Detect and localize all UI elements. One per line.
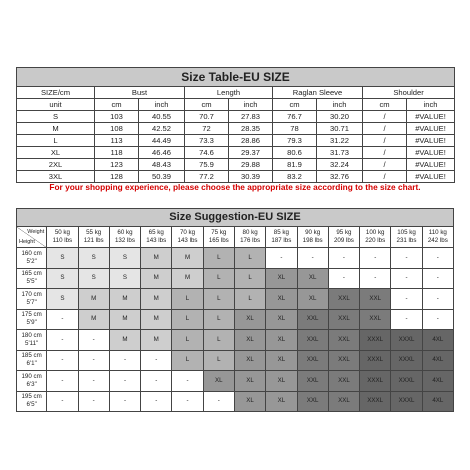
measurement-cell: 103 [95,111,139,123]
measurement-cell: #VALUE! [407,171,455,183]
measurement-cell: 29.88 [229,159,273,171]
bust-header: Bust [95,87,185,99]
size-suggestion-cell: M [78,309,109,330]
size-suggestion-cell: - [78,350,109,371]
size-suggestion-cell: XXXL [360,391,391,412]
shoulder-header: Shoulder [363,87,455,99]
weight-kg-label: 105 kg [397,229,416,236]
size-label-cell: 2XL [17,159,95,171]
measurement-cell: 73.3 [185,135,229,147]
measurement-cell: 44.49 [139,135,185,147]
size-suggestion-cell: XXL [328,289,359,310]
weight-lbs-label: 176 lbs [240,237,261,244]
size-suggestion-cell: XL [266,268,297,289]
size-suggestion-cell: - [109,391,140,412]
weight-header-cell [141,227,172,248]
measurement-cell: #VALUE! [407,135,455,147]
size-suggestion-cell: L [203,268,234,289]
weight-kg-label: 110 kg [428,229,447,236]
size-suggestion-cell: XXXL [360,350,391,371]
measurement-cell: 128 [95,171,139,183]
size-suggestion-cell: L [172,330,203,351]
weight-header-cell [297,227,328,248]
size-suggestion-cell: XL [203,371,234,392]
measurement-cell: 30.39 [229,171,273,183]
height-cm-label: 175 cm [21,311,42,319]
size-suggestion-cell: - [47,391,78,412]
size-suggestion-cell: - [391,289,422,310]
height-ft-label: 5'5" [26,278,37,286]
size-suggestion-cell: L [234,248,265,269]
measurement-cell: 30.71 [317,123,363,135]
measurement-cell: 83.2 [273,171,317,183]
weight-header-cell [172,227,203,248]
size-table-title: Size Table-EU SIZE [17,68,455,87]
size-suggestion-cell: XXL [328,371,359,392]
weight-lbs-label: 187 lbs [271,237,292,244]
size-suggestion-cell: L [203,330,234,351]
height-header-cell [17,330,47,351]
measurement-cell: 113 [95,135,139,147]
size-suggestion-cell: - [78,391,109,412]
size-label-cell: L [17,135,95,147]
measurement-cell: 74.6 [185,147,229,159]
weight-lbs-label: 242 lbs [427,237,448,244]
unit-header-cell: cm [185,99,229,111]
size-suggestion-cell: - [78,371,109,392]
height-ft-label: 6'3" [26,380,37,388]
size-suggestion-cell: XXXL [391,371,422,392]
size-suggestion-cell: XXL [297,309,328,330]
size-suggestion-cell: S [109,268,140,289]
size-suggestion-cell: - [47,309,78,330]
size-suggestion-cell: - [266,248,297,269]
measurement-cell: / [363,159,407,171]
height-ft-label: 6'1" [26,360,37,368]
size-suggestion-cell: XL [234,391,265,412]
weight-lbs-label: 143 lbs [146,237,167,244]
size-suggestion-cell: 4XL [422,391,453,412]
size-suggestion-cell: M [141,330,172,351]
size-suggestion-cell: - [360,268,391,289]
weight-lbs-label: 231 lbs [396,237,417,244]
measurement-cell: 79.3 [273,135,317,147]
unit-header-cell: cm [363,99,407,111]
weight-lbs-label: 209 lbs [333,237,354,244]
size-label-cell: XL [17,147,95,159]
unit-header-cell: inch [317,99,363,111]
measurement-cell: 70.7 [185,111,229,123]
unit-header-cell: inch [139,99,185,111]
weight-kg-label: 70 kg [179,229,196,236]
measurement-cell: #VALUE! [407,123,455,135]
size-suggestion-cell: XL [266,391,297,412]
size-suggestion-cell: 4XL [422,350,453,371]
size-suggestion-cell: - [328,248,359,269]
size-suggestion-cell: S [47,289,78,310]
size-suggestion-cell: - [391,268,422,289]
weight-header-cell [391,227,422,248]
size-suggestion-cell: XXXL [391,350,422,371]
size-suggestion-cell: XXL [297,330,328,351]
height-cm-label: 165 cm [21,270,42,278]
size-suggestion-cell: M [109,289,140,310]
size-suggestion-cell: L [203,350,234,371]
size-suggestion-cell: - [141,371,172,392]
weight-header-cell [234,227,265,248]
table-row [17,268,454,289]
weight-lbs-label: 165 lbs [208,237,229,244]
size-suggestion-cell: XXXL [391,330,422,351]
size-suggestion-cell: XL [234,309,265,330]
height-cm-label: 190 cm [21,372,42,380]
size-suggestion-cell: - [78,330,109,351]
size-suggestion-cell: - [47,330,78,351]
size-suggestion-cell: XXXL [360,371,391,392]
measurement-cell: / [363,111,407,123]
length-header: Length [185,87,273,99]
size-suggestion-cell: - [109,371,140,392]
size-suggestion-table [16,208,454,412]
table-row [17,248,454,269]
size-suggestion-cell: XL [297,289,328,310]
size-suggestion-cell: S [78,248,109,269]
size-suggestion-cell: XXL [360,289,391,310]
weight-header-cell [78,227,109,248]
table-row [17,371,454,392]
measurement-cell: 40.55 [139,111,185,123]
size-suggestion-cell: L [234,268,265,289]
table-row [17,289,454,310]
height-ft-label: 6'5" [26,401,37,409]
unit-header-cell: cm [273,99,317,111]
weight-lbs-label: 121 lbs [83,237,104,244]
measurement-cell: 30.20 [317,111,363,123]
measurement-cell: #VALUE! [407,147,455,159]
size-suggestion-cell: L [203,309,234,330]
measurement-cell: 78 [273,123,317,135]
measurement-cell: 32.76 [317,171,363,183]
height-header-cell [17,289,47,310]
size-suggestion-cell: M [172,268,203,289]
measurement-cell: / [363,171,407,183]
size-suggestion-cell: XXL [328,330,359,351]
size-suggestion-cell: - [47,371,78,392]
size-suggestion-cell: XXL [297,391,328,412]
table-row [17,135,455,147]
size-suggestion-cell: S [109,248,140,269]
size-suggestion-cell: 4XL [422,330,453,351]
size-suggestion-cell: M [78,289,109,310]
table-row [17,391,454,412]
table-row [17,111,455,123]
unit-header-cell: cm [95,99,139,111]
size-suggestion-cell: M [141,268,172,289]
size-suggestion-cell: L [172,309,203,330]
size-suggestion-cell: XL [234,350,265,371]
size-suggestion-cell: M [141,248,172,269]
size-suggestion-cell: XL [297,268,328,289]
height-cm-label: 195 cm [21,393,42,401]
size-suggestion-cell: - [203,391,234,412]
size-suggestion-cell: - [422,248,453,269]
weight-header-cell [360,227,391,248]
height-header-cell [17,350,47,371]
measurement-cell: 80.6 [273,147,317,159]
table-row [17,171,455,183]
table-row [17,123,455,135]
size-advice-note: For your shopping experience, please choose the appropriate size according to the size chart. [49,182,421,192]
size-suggestion-cell: - [391,248,422,269]
weight-kg-label: 60 kg [117,229,133,236]
corner-height-label: Height [19,239,35,245]
size-suggestion-cell: - [47,350,78,371]
measurement-cell: 123 [95,159,139,171]
size-suggestion-cell: XL [266,330,297,351]
table-row [17,309,454,330]
size-suggestion-cell: L [203,248,234,269]
unit-header-cell: unit [17,99,95,111]
size-suggestion-cell: L [234,289,265,310]
size-label-cell: M [17,123,95,135]
size-label-cell: 3XL [17,171,95,183]
weight-kg-label: 95 kg [336,229,352,236]
height-header-cell [17,248,47,269]
size-suggestion-cell: - [422,268,453,289]
weight-kg-label: 100 kg [365,229,385,236]
measurement-cell: 31.73 [317,147,363,159]
suggestion-table-title: Size Suggestion-EU SIZE [17,209,454,227]
weight-kg-label: 85 kg [273,229,289,236]
size-suggestion-cell: XXL [328,350,359,371]
weight-kg-label: 75 kg [211,229,227,236]
measurement-cell: / [363,147,407,159]
weight-header-cell [328,227,359,248]
size-suggestion-cell: XL [266,309,297,330]
measurement-cell: 48.43 [139,159,185,171]
measurement-cell: / [363,123,407,135]
weight-lbs-label: 110 lbs [52,237,73,244]
size-suggestion-cell: M [141,289,172,310]
measurement-cell: / [363,135,407,147]
table-row [17,159,455,171]
weight-lbs-label: 198 lbs [302,237,323,244]
measurement-cell: 81.9 [273,159,317,171]
size-suggestion-cell: XXL [297,371,328,392]
unit-header-cell: inch [229,99,273,111]
weight-header-cell [422,227,453,248]
measurement-cell: #VALUE! [407,159,455,171]
size-suggestion-cell: XL [266,350,297,371]
size-suggestion-cell: XXL [328,391,359,412]
height-cm-label: 170 cm [21,290,42,298]
height-ft-label: 5'9" [26,319,37,327]
height-header-cell [17,371,47,392]
size-suggestion-cell: M [141,309,172,330]
size-suggestion-cell: - [328,268,359,289]
size-suggestion-cell: S [47,268,78,289]
size-suggestion-cell: - [360,248,391,269]
measurement-cell: 46.46 [139,147,185,159]
size-suggestion-cell: XL [266,371,297,392]
unit-row [17,99,455,111]
table-row [17,330,454,351]
measurement-cell: 31.22 [317,135,363,147]
weight-kg-label: 55 kg [86,229,102,236]
size-suggestion-cell: XL [266,289,297,310]
measurement-cell: 118 [95,147,139,159]
raglan-sleeve-header: Raglan Sleeve [273,87,363,99]
height-ft-label: 5'11" [25,339,39,347]
measurement-cell: 108 [95,123,139,135]
measurement-cell: 28.86 [229,135,273,147]
corner-weight-label: Weight [27,229,45,235]
size-label-cell: S [17,111,95,123]
table-row [17,147,455,159]
size-suggestion-cell: L [203,289,234,310]
measurement-cell: 27.83 [229,111,273,123]
measurement-cell: 77.2 [185,171,229,183]
size-suggestion-cell: - [422,289,453,310]
height-ft-label: 5'2" [26,257,37,265]
unit-header-cell: inch [407,99,455,111]
size-suggestion-cell: 4XL [422,371,453,392]
measurement-cell: 75.9 [185,159,229,171]
weight-header-cell [47,227,78,248]
size-suggestion-cell: S [47,248,78,269]
size-header: SIZE/cm [17,87,95,99]
height-header-cell [17,391,47,412]
measurement-cell: 42.52 [139,123,185,135]
measurement-cell: #VALUE! [407,111,455,123]
height-header-cell [17,309,47,330]
weight-lbs-label: 132 lbs [114,237,135,244]
weight-lbs-label: 143 lbs [177,237,198,244]
size-suggestion-cell: XL [234,371,265,392]
size-suggestion-cell: - [422,309,453,330]
measurement-cell: 28.35 [229,123,273,135]
weight-kg-label: 80 kg [242,229,258,236]
size-table [16,67,455,183]
measurement-cell: 76.7 [273,111,317,123]
size-suggestion-cell: - [141,391,172,412]
height-cm-label: 160 cm [21,249,42,257]
size-suggestion-cell: M [172,248,203,269]
size-suggestion-cell: - [391,309,422,330]
size-suggestion-cell: - [297,248,328,269]
weight-lbs-label: 220 lbs [365,237,386,244]
size-suggestion-cell: - [141,350,172,371]
height-ft-label: 5'7" [26,298,37,306]
size-suggestion-cell: - [172,391,203,412]
size-suggestion-cell: XL [234,330,265,351]
size-suggestion-cell: XXL [297,350,328,371]
weight-header-cell [109,227,140,248]
weight-header-row [17,227,454,248]
size-suggestion-cell: S [78,268,109,289]
table-row [17,350,454,371]
weight-header-cell [266,227,297,248]
measurement-cell: 50.39 [139,171,185,183]
size-suggestion-cell: L [172,350,203,371]
height-cm-label: 185 cm [21,352,42,360]
height-header-cell [17,268,47,289]
weight-height-corner [17,227,47,248]
size-suggestion-cell: L [172,289,203,310]
measurement-cell: 32.24 [317,159,363,171]
size-suggestion-cell: M [109,330,140,351]
weight-header-cell [203,227,234,248]
weight-kg-label: 90 kg [305,229,321,236]
size-suggestion-cell: XXXL [391,391,422,412]
weight-kg-label: 50 kg [54,229,70,236]
measurement-cell: 29.37 [229,147,273,159]
size-suggestion-cell: M [109,309,140,330]
size-suggestion-cell: - [109,350,140,371]
weight-kg-label: 65 kg [148,229,164,236]
height-cm-label: 180 cm [21,331,42,339]
size-suggestion-cell: XXL [360,309,391,330]
size-suggestion-cell: XXXL [360,330,391,351]
size-suggestion-cell: XXL [328,309,359,330]
measurement-cell: 72 [185,123,229,135]
size-suggestion-cell: - [172,371,203,392]
